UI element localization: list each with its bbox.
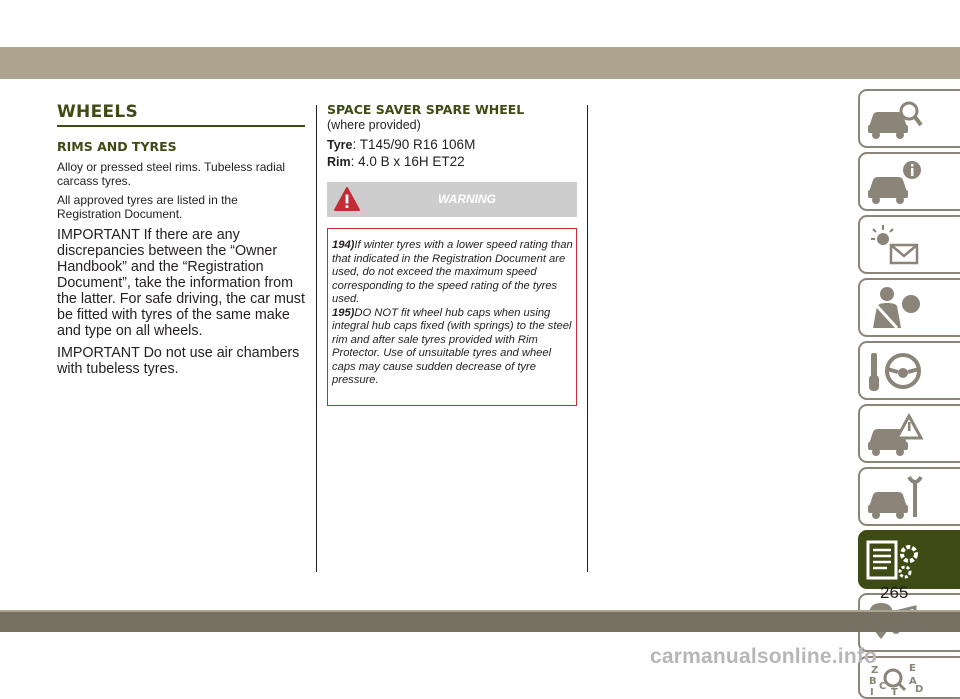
tab-knowing-your-car[interactable] xyxy=(858,89,960,148)
key-steering-wheel-icon xyxy=(865,347,923,395)
important-note-1: IMPORTANT If there are any discrepancies between the “Owner Handbook” and the “Registration Document”, take the information from the latter. For safe driving, the car must be fitted with tyres of the same make and type on all wheels. xyxy=(57,227,305,339)
tab-servicing[interactable] xyxy=(858,467,960,526)
rims-paragraph: Alloy or pressed steel rims. Tubeless radial carcass tyres. xyxy=(57,160,286,188)
rim-spec xyxy=(327,154,577,169)
warning-light-message-icon xyxy=(865,221,923,269)
rims-tyres-heading: RIMS AND TYRES xyxy=(57,139,177,154)
column-divider-right xyxy=(587,105,588,572)
tab-starting-driving[interactable] xyxy=(858,341,960,400)
tab-emergency[interactable] xyxy=(858,404,960,463)
warning-title: WARNING xyxy=(438,192,496,206)
warning-box xyxy=(327,228,577,406)
tab-technical-data[interactable] xyxy=(858,530,960,589)
car-emergency-icon xyxy=(865,410,923,458)
index-letter: C xyxy=(879,681,887,692)
warning-number: 195) xyxy=(332,306,355,319)
warning-item-195 xyxy=(332,307,573,388)
rim-label: Rim xyxy=(327,155,351,169)
tab-safety[interactable] xyxy=(858,278,960,337)
index-letter: A xyxy=(909,676,917,687)
warning-number: 194) xyxy=(332,239,355,251)
column-divider-left xyxy=(316,105,317,572)
tab-warning-lights[interactable] xyxy=(858,215,960,274)
index-letter: I xyxy=(870,687,874,696)
left-column xyxy=(57,102,305,383)
tyre-value: : T145/90 R16 106M xyxy=(352,137,476,152)
seatbelt-airbag-icon xyxy=(865,284,923,332)
tyre-label: Tyre xyxy=(327,138,353,152)
warning-text: DO NOT fit wheel hub caps when using integral hub caps fixed (with springs) to the steel rim and after sale tyres provided with Rim Protector. Use of unsuitable tyres and wheel caps may cause sudden decrease of tyre pressure. xyxy=(332,306,572,386)
warning-text: If winter tyres with a lower speed rating than that indicated in the Registration Document are used, do not exceed the maximum speed corresponding to the speed rating of the tyres used. xyxy=(332,239,573,305)
warning-item-194 xyxy=(332,239,573,307)
important-note-2: IMPORTANT Do not use air chambers with tubeless tyres. xyxy=(57,345,300,377)
index-letter: E xyxy=(909,663,916,674)
index-letter: Z xyxy=(871,665,879,676)
car-wrench-icon xyxy=(865,473,923,521)
warning-header xyxy=(327,182,577,217)
bottom-band xyxy=(0,612,960,632)
where-provided-note: (where provided) xyxy=(327,118,421,132)
technical-data-icon xyxy=(865,536,923,584)
car-info-icon xyxy=(865,158,923,206)
approved-tyres-paragraph: All approved tyres are listed in the Registration Document. xyxy=(57,193,238,221)
index-letter: D xyxy=(915,684,923,695)
watermark: carmanualsonline.info xyxy=(650,645,878,668)
index-letter: T xyxy=(891,687,898,696)
section-heading: WHEELS xyxy=(57,102,305,127)
index-letter: B xyxy=(869,676,877,687)
spare-wheel-heading: SPACE SAVER SPARE WHEEL xyxy=(327,102,525,117)
car-search-icon xyxy=(865,95,923,143)
rim-value: : 4.0 B x 16H ET22 xyxy=(350,154,465,169)
tyre-spec xyxy=(327,137,577,152)
page-number: 265 xyxy=(880,583,909,602)
top-band xyxy=(0,47,960,79)
tab-dashboard[interactable] xyxy=(858,152,960,211)
middle-column xyxy=(327,102,577,406)
